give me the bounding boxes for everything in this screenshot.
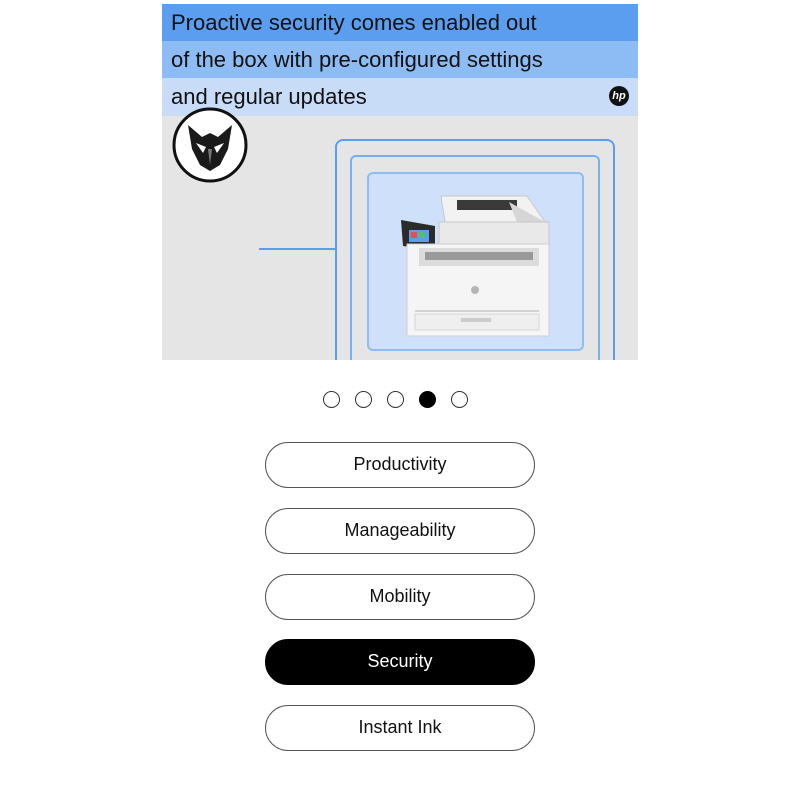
security-button[interactable]: Security [265,639,535,685]
headline-line-1: Proactive security comes enabled out [162,4,638,41]
hero-banner [162,4,638,360]
wolf-security-icon [172,107,248,183]
headline-line-3-text: and regular updates [171,84,367,109]
instant-ink-button[interactable]: Instant Ink [265,705,535,751]
connector-line [259,248,335,250]
hp-logo: hp [609,86,629,106]
carousel-dot-3[interactable] [387,391,404,408]
carousel-dot-5[interactable] [451,391,468,408]
headline-line-2: of the box with pre-configured settings [162,41,638,78]
product-image-panel [367,172,584,351]
printer-image [399,192,553,340]
carousel-dot-1[interactable] [323,391,340,408]
carousel-dot-2[interactable] [355,391,372,408]
mobility-button[interactable]: Mobility [265,574,535,620]
carousel-pagination [323,391,468,408]
productivity-button[interactable]: Productivity [265,442,535,488]
manageability-button[interactable]: Manageability [265,508,535,554]
carousel-dot-4[interactable] [419,391,436,408]
